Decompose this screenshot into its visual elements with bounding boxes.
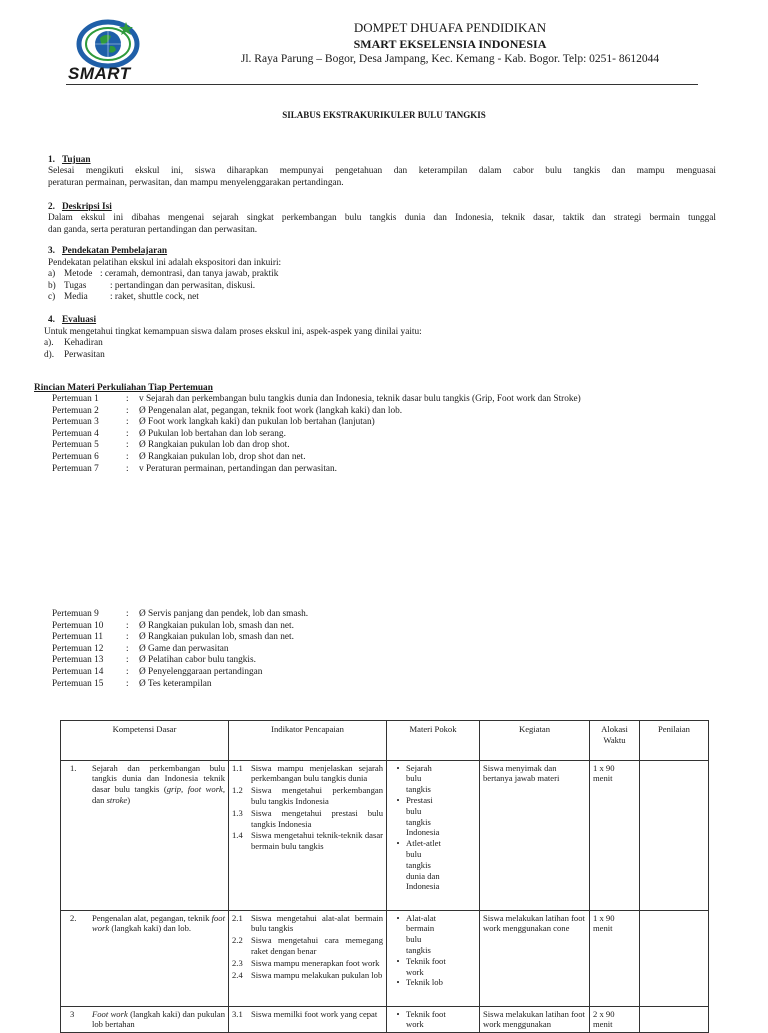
kd-part-italic: foot work bbox=[92, 912, 225, 934]
pertemuan-row bbox=[52, 452, 712, 464]
indikator-number: 1.2 bbox=[232, 785, 243, 796]
tujuan-line-2: peraturan permainan, perwasitan, dan mampu menyelenggarakan pertandingan. bbox=[48, 178, 344, 188]
header-org-name: DOMPET DHUAFA PENDIDIKAN bbox=[353, 20, 547, 35]
indikator-item bbox=[232, 958, 383, 969]
list-item bbox=[390, 977, 476, 988]
evaluasi-item bbox=[44, 338, 244, 350]
cell-kegiatan: Siswa melakukan latihan foot work menggunakan bbox=[480, 1006, 590, 1033]
bullet-icon: • bbox=[396, 762, 400, 773]
bullet-icon: • bbox=[396, 838, 400, 849]
pertemuan-row bbox=[52, 667, 712, 679]
indikator-text: Siswa mampu melakukan pukulan lob bbox=[251, 969, 383, 980]
pendekatan-intro: Pendekatan pelatihan ekskul ini adalah ekspositori dan inkuiri: bbox=[48, 258, 282, 268]
separator: : bbox=[126, 667, 129, 677]
heading-number: 4. bbox=[48, 315, 55, 325]
item-text: Perwasitan bbox=[64, 350, 105, 360]
row-number: 2. bbox=[70, 912, 77, 923]
cell-indikator bbox=[229, 910, 387, 1006]
indikator-number: 2.4 bbox=[232, 969, 243, 980]
heading-number: 2. bbox=[48, 202, 55, 212]
pertemuan-row bbox=[52, 621, 712, 633]
bullet-icon: • bbox=[396, 1008, 400, 1019]
list-item bbox=[390, 913, 476, 956]
pertemuan-topic: v Sejarah dan perkembangan bulu tangkis dunia dan Indonesia, teknik dasar bulu tangkis (Grip, Foot work dan Stroke) bbox=[139, 394, 581, 404]
indikator-number: 2.2 bbox=[232, 935, 243, 946]
pertemuan-label: Pertemuan 13 bbox=[52, 655, 104, 666]
document-title: SILABUS EKSTRAKURIKULER BULU TANGKIS bbox=[282, 110, 486, 120]
heading-number: 3. bbox=[48, 246, 55, 256]
pertemuan-label: Pertemuan 4 bbox=[52, 428, 99, 439]
rincian-heading: Rincian Materi Perkuliahan Tiap Pertemuan bbox=[34, 383, 213, 393]
pertemuan-topic: Ø Pukulan lob bertahan dan lob serang. bbox=[139, 428, 286, 439]
col-header-alokasi: Alokasi Waktu bbox=[590, 721, 640, 761]
indikator-item bbox=[232, 970, 383, 981]
pertemuan-row bbox=[52, 440, 712, 452]
kd-part-italic: Foot work bbox=[92, 1008, 128, 1019]
cell-indikator bbox=[229, 1006, 387, 1033]
materi-text: Sejarah bulu tangkis bbox=[406, 762, 432, 795]
col-header-indikator: Indikator Pencapaian bbox=[229, 721, 387, 761]
pertemuan-label: Pertemuan 10 bbox=[52, 620, 104, 631]
pertemuan-topic: Ø Tes keterampilan bbox=[139, 678, 212, 689]
table-row bbox=[61, 1006, 709, 1033]
pertemuan-label: Pertemuan 3 bbox=[52, 417, 99, 428]
table-row bbox=[61, 760, 709, 910]
separator: : bbox=[126, 428, 129, 439]
pertemuan-label: Pertemuan 5 bbox=[52, 440, 99, 451]
item-label: b) bbox=[48, 281, 56, 291]
kd-part: (langkah kaki) dan lob. bbox=[109, 923, 192, 934]
table-row bbox=[61, 910, 709, 1006]
deskripsi-line-1: Dalam ekskul ini dibahas mengenai sejarah singkat perkembangan bulu tangkis dunia dan Indonesia, teknik dasar, taktik dan strategi bermain tunggal bbox=[48, 213, 716, 223]
separator: : bbox=[126, 643, 129, 654]
cell-alokasi: 1 x 90 menit bbox=[590, 760, 640, 910]
kd-part: ) bbox=[127, 794, 131, 805]
indikator-text: Siswa mengetahui teknik-teknik dasar bermain bulu tangkis bbox=[251, 830, 383, 852]
materi-text: Teknik foot work bbox=[406, 1008, 446, 1030]
heading-text: Pendekatan Pembelajaran bbox=[61, 246, 168, 256]
pertemuan-label: Pertemuan 9 bbox=[52, 609, 99, 619]
materi-text: Prestasi bulu tangkis Indonesia bbox=[406, 794, 440, 838]
item-name: Tugas bbox=[64, 281, 87, 291]
indikator-number: 2.1 bbox=[232, 912, 243, 923]
pertemuan-row bbox=[52, 394, 712, 406]
kd-part: Pengenalan alat, pegangan, teknik bbox=[92, 912, 212, 923]
pertemuan-row bbox=[52, 417, 712, 429]
pertemuan-row bbox=[52, 655, 712, 667]
list-item bbox=[390, 838, 476, 892]
pertemuan-topic: Ø Pelatihan cabor bulu tangkis. bbox=[139, 655, 256, 666]
cell-kompetensi bbox=[61, 760, 229, 910]
table-header-row bbox=[61, 721, 709, 761]
item-label: a). bbox=[44, 338, 54, 348]
pertemuan-row bbox=[52, 644, 712, 656]
pertemuan-row bbox=[52, 429, 712, 441]
cell-kegiatan: Siswa melakukan latihan foot work menggunakan cone bbox=[480, 910, 590, 1006]
evaluasi-item bbox=[44, 350, 244, 362]
materi-text: Teknik foot work bbox=[406, 955, 446, 977]
item-value: : pertandingan dan perwasitan, diskusi. bbox=[110, 281, 256, 291]
indikator-item bbox=[232, 763, 383, 785]
materi-text: Atlet-atlet bulu tangkis dunia dan Indonesia bbox=[406, 838, 441, 892]
pertemuan-row bbox=[52, 632, 712, 644]
cell-kegiatan: Siswa menyimak dan bertanya jawab materi bbox=[480, 760, 590, 910]
pertemuan-row bbox=[52, 464, 712, 476]
list-item bbox=[390, 956, 476, 978]
pertemuan-row bbox=[52, 679, 712, 691]
pertemuan-topic: Ø Rangkaian pukulan lob, smash dan net. bbox=[139, 632, 294, 643]
separator: : bbox=[126, 405, 129, 416]
kd-part: (langkah kaki) dan pukulan lob bertahan bbox=[92, 1008, 225, 1030]
pertemuan-row bbox=[52, 609, 712, 621]
pertemuan-topic: Ø Penyelenggaraan pertandingan bbox=[139, 667, 263, 677]
col-header-penilaian: Penilaian bbox=[640, 721, 709, 761]
header-address: Jl. Raya Parung – Bogor, Desa Jampang, Kec. Kemang - Kab. Bogor. Telp: 0251- 8612044 bbox=[240, 53, 660, 65]
indikator-text: Siswa mampu menerapkan foot work bbox=[251, 957, 380, 968]
kd-text bbox=[92, 1009, 225, 1031]
pertemuan-topic: Ø Pengenalan alat, pegangan, teknik foot work (langkah kaki) dan lob. bbox=[139, 405, 403, 416]
pertemuan-topic: Ø Rangkaian pukulan lob dan drop shot. bbox=[139, 440, 290, 451]
separator: : bbox=[126, 632, 129, 643]
pertemuan-row bbox=[52, 406, 712, 418]
cell-kompetensi bbox=[61, 910, 229, 1006]
kd-part-italic: grip, foot work, bbox=[166, 784, 225, 795]
indikator-item bbox=[232, 785, 383, 807]
pertemuan-label: Pertemuan 14 bbox=[52, 667, 104, 677]
pendekatan-item bbox=[48, 269, 448, 281]
pertemuan-label: Pertemuan 6 bbox=[52, 452, 99, 462]
col-header-materi: Materi Pokok bbox=[387, 721, 480, 761]
cell-materi bbox=[387, 910, 480, 1006]
separator: : bbox=[126, 463, 129, 474]
materi-text: Alat-alat bermain bulu tangkis bbox=[406, 912, 437, 955]
indikator-text: Siswa mengetahui prestasi bulu tangkis Indonesia bbox=[251, 807, 383, 829]
pertemuan-label: Pertemuan 7 bbox=[52, 463, 99, 474]
bullet-icon: • bbox=[396, 977, 400, 988]
indikator-text: Siswa mengetahui cara memegang raket dengan benar bbox=[251, 935, 383, 956]
indikator-number: 1.4 bbox=[232, 830, 243, 841]
evaluasi-intro: Untuk mengetahui tingkat kemampuan siswa dalam proses ekskul ini, aspek-aspek yang dinilai yaitu: bbox=[44, 327, 422, 337]
cell-materi bbox=[387, 760, 480, 910]
cell-kompetensi bbox=[61, 1006, 229, 1033]
item-value: : raket, shuttle cock, net bbox=[110, 292, 199, 302]
indikator-item bbox=[232, 830, 383, 852]
separator: : bbox=[126, 678, 129, 689]
separator: : bbox=[126, 394, 129, 404]
cell-alokasi: 2 x 90 menit bbox=[590, 1006, 640, 1033]
pertemuan-label: Pertemuan 15 bbox=[52, 678, 104, 689]
item-label: c) bbox=[48, 292, 56, 302]
indikator-number: 1.1 bbox=[232, 762, 243, 773]
heading-text: Deskripsi Isi bbox=[61, 202, 112, 212]
separator: : bbox=[126, 620, 129, 631]
kd-part: dan bbox=[92, 794, 107, 805]
indikator-number: 2.3 bbox=[232, 957, 243, 968]
item-name: Metode bbox=[64, 269, 93, 279]
cell-alokasi: 1 x 90 menit bbox=[590, 910, 640, 1006]
section-evaluasi-heading bbox=[48, 315, 96, 327]
pendekatan-item bbox=[48, 292, 448, 304]
separator: : bbox=[126, 655, 129, 666]
kd-text bbox=[92, 913, 225, 935]
indikator-item bbox=[232, 913, 383, 935]
materi-text: Teknik lob bbox=[406, 977, 443, 988]
cell-penilaian bbox=[640, 1006, 709, 1033]
logo-wordmark: SMART bbox=[68, 64, 131, 83]
bullet-icon: • bbox=[396, 955, 400, 966]
pertemuan-topic: Ø Foot work langkah kaki) dan pukulan lob bertahan (lanjutan) bbox=[139, 417, 375, 428]
item-value: : ceramah, demontrasi, dan tanya jawab, praktik bbox=[100, 269, 279, 279]
item-name: Media bbox=[64, 292, 88, 302]
kd-text bbox=[92, 763, 225, 806]
separator: : bbox=[126, 452, 129, 462]
indikator-number: 3.1 bbox=[232, 1008, 243, 1019]
row-number: 3 bbox=[70, 1008, 75, 1019]
section-tujuan-heading bbox=[48, 155, 91, 167]
silabus-table bbox=[60, 720, 709, 1033]
item-text: Kehadiran bbox=[64, 338, 103, 348]
list-item bbox=[390, 795, 476, 838]
indikator-text: Siswa memilki foot work yang cepat bbox=[251, 1008, 378, 1019]
bullet-icon: • bbox=[396, 794, 400, 805]
school-logo bbox=[64, 14, 156, 84]
item-label: a) bbox=[48, 269, 56, 279]
pertemuan-topic: Ø Rangkaian pukulan lob, drop shot dan net. bbox=[139, 452, 306, 462]
cell-penilaian bbox=[640, 910, 709, 1006]
pertemuan-label: Pertemuan 1 bbox=[52, 394, 99, 404]
cell-materi bbox=[387, 1006, 480, 1033]
col-header-kompetensi: Kompetensi Dasar bbox=[61, 721, 229, 761]
indikator-item bbox=[232, 808, 383, 830]
section-deskripsi-heading bbox=[48, 202, 112, 214]
pertemuan-topic: Ø Rangkaian pukulan lob, smash dan net. bbox=[139, 620, 294, 631]
heading-text: Tujuan bbox=[61, 155, 91, 165]
indikator-text: Siswa mampu menjelaskan sejarah perkembangan bulu tangkis dunia bbox=[251, 762, 383, 784]
heading-text: Evaluasi bbox=[61, 315, 97, 325]
cell-penilaian bbox=[640, 760, 709, 910]
pertemuan-label: Pertemuan 11 bbox=[52, 632, 104, 643]
separator: : bbox=[126, 417, 129, 428]
indikator-text: Siswa mengetahui alat-alat bermain bulu tangkis bbox=[251, 912, 383, 934]
pertemuan-topic: Ø Game dan perwasitan bbox=[139, 643, 229, 654]
tujuan-line-1: Selesai mengikuti ekskul ini, siswa diharapkan mempunyai pengetahuan dan keterampilan dalam cabor bulu tangkis dan mampu menguasai bbox=[48, 166, 716, 176]
kd-part-italic: stroke bbox=[106, 794, 128, 805]
bullet-icon: • bbox=[396, 912, 400, 923]
section-pendekatan-heading bbox=[48, 246, 167, 258]
cell-indikator bbox=[229, 760, 387, 910]
separator: : bbox=[126, 609, 129, 619]
indikator-number: 1.3 bbox=[232, 807, 243, 818]
row-number: 1. bbox=[70, 762, 77, 773]
list-item bbox=[390, 1009, 476, 1031]
indikator-item bbox=[232, 935, 383, 957]
kd-part: Sejarah dan perkembangan bulu tangkis dunia dan Indonesia teknik dasar bulu tangkis ( bbox=[92, 762, 225, 795]
indikator-item bbox=[232, 1009, 383, 1020]
header-divider bbox=[66, 84, 698, 85]
pertemuan-topic: Ø Servis panjang dan pendek, lob dan smash. bbox=[139, 609, 309, 619]
col-header-kegiatan: Kegiatan bbox=[480, 721, 590, 761]
pertemuan-label: Pertemuan 2 bbox=[52, 405, 99, 416]
separator: : bbox=[126, 440, 129, 451]
heading-number: 1. bbox=[48, 155, 55, 165]
list-item bbox=[390, 763, 476, 795]
item-label: d). bbox=[44, 350, 55, 360]
deskripsi-line-2: dan ganda, serta peraturan pertandingan dan perwasitan. bbox=[48, 225, 258, 235]
header-school-name: SMART EKSELENSIA INDONESIA bbox=[353, 37, 547, 51]
indikator-text: Siswa mengetahui perkembangan bulu tangkis Indonesia bbox=[251, 785, 383, 806]
pertemuan-label: Pertemuan 12 bbox=[52, 643, 104, 654]
pertemuan-topic: v Peraturan permainan, pertandingan dan perwasitan. bbox=[139, 463, 337, 474]
